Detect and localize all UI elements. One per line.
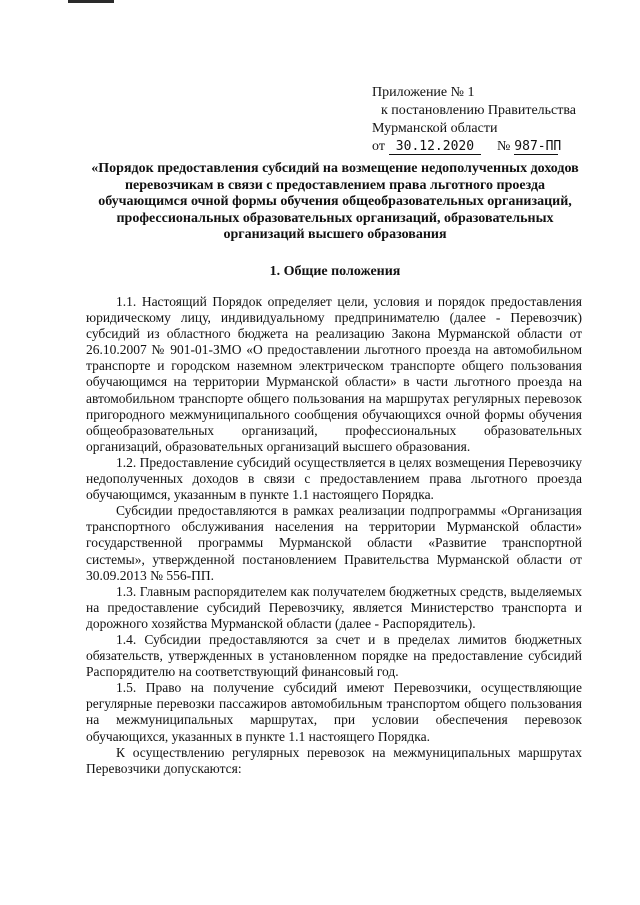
appendix-number-label: № — [496, 139, 511, 154]
appendix-resolution-number: 987-ПП — [514, 139, 562, 154]
appendix-date: 30.12.2020 — [389, 140, 481, 155]
paragraph-carriers-admission: К осуществлению регулярных перевозок на межмуниципальных маршрутах Перевозчики допускаются: — [86, 744, 582, 776]
paragraph-1-4: 1.4. Субсидии предоставляются за счет и в пределах лимитов бюджетных обязательств, утвержденных в установленном порядке на предоставление субсидий Распорядителю на соответствующий финансовый год. — [86, 631, 582, 680]
appendix-region: Мурманской области — [372, 121, 498, 136]
paragraph-subsidies-program: Субсидии предоставляются в рамках реализации подпрограммы «Организация транспортного обслуживания населения на территории Мурманской области» государственной программы Мурманской области «Развитие транспортной системы», утвержденной постановлением Правительства Мурманской области от 30.09.2013 № 556-ПП. — [86, 503, 582, 583]
paragraph-1-3: 1.3. Главным распорядителем как получателем бюджетных средств, выделяемых на предоставление субсидий Перевозчику, является Министерство транспорта и дорожного хозяйства Мурманской области (далее - Распорядитель). — [86, 583, 582, 631]
appendix-number: Приложение № 1 — [372, 85, 475, 100]
appendix-from-label: от — [372, 139, 385, 154]
appendix-date-line — [372, 138, 632, 156]
paragraph-1-2: 1.2. Предоставление субсидий осуществляется в целях возмещения Перевозчику недополученных доходов в связи с предоставлением права льготного проезда обучающимся, указанным в пункте 1.1 настоящего Порядка. — [86, 454, 582, 503]
appendix-header — [372, 84, 632, 156]
section-heading: 1. Общие положения — [269, 264, 401, 279]
paragraph-1-1: 1.1. Настоящий Порядок определяет цели, условия и порядок предоставления юридическому лицу, индивидуальному предпринимателю (далее - Перевозчик) субсидий из областного бюджета на реализацию Закона Мурманской области от 26.10.2007 № 901-01-ЗМО «О предоставлении льготного проезда на автомобильном транспорте и городском наземном электрическом транспорте общего пользования обучающимся на территории Мурманской области» в части льготного проезда на автомобильном транспорте общего пользования на маршрутах регулярных перевозок пригородного межмуниципального сообщения обучающихся очной формы обучения общеобразовательных организаций, профессиональных образовательных организаций, образовательных организаций высшего образования. — [86, 294, 582, 454]
document-title: «Порядок предоставления субсидий на возмещение недополученных доходов перевозчикам в связи с предоставлением права льготного проезда обучающимся очной формы обучения общеобразовательных организаций, профессиональных образовательных организаций, образовательных организаций высшего образования — [91, 161, 579, 242]
body-text — [86, 294, 582, 777]
paragraph-1-5: 1.5. Право на получение субсидий имеют Перевозчики, осуществляющие регулярные перевозки пассажиров автомобильным транспортом общего пользования на межмуниципальных маршрутах, при условии обеспечения перевозок обучающихся, указанных в пункте 1.1 настоящего Порядка. — [86, 680, 582, 744]
appendix-resolution-ref: к постановлению Правительства — [381, 103, 577, 118]
scan-artifact — [68, 0, 114, 3]
